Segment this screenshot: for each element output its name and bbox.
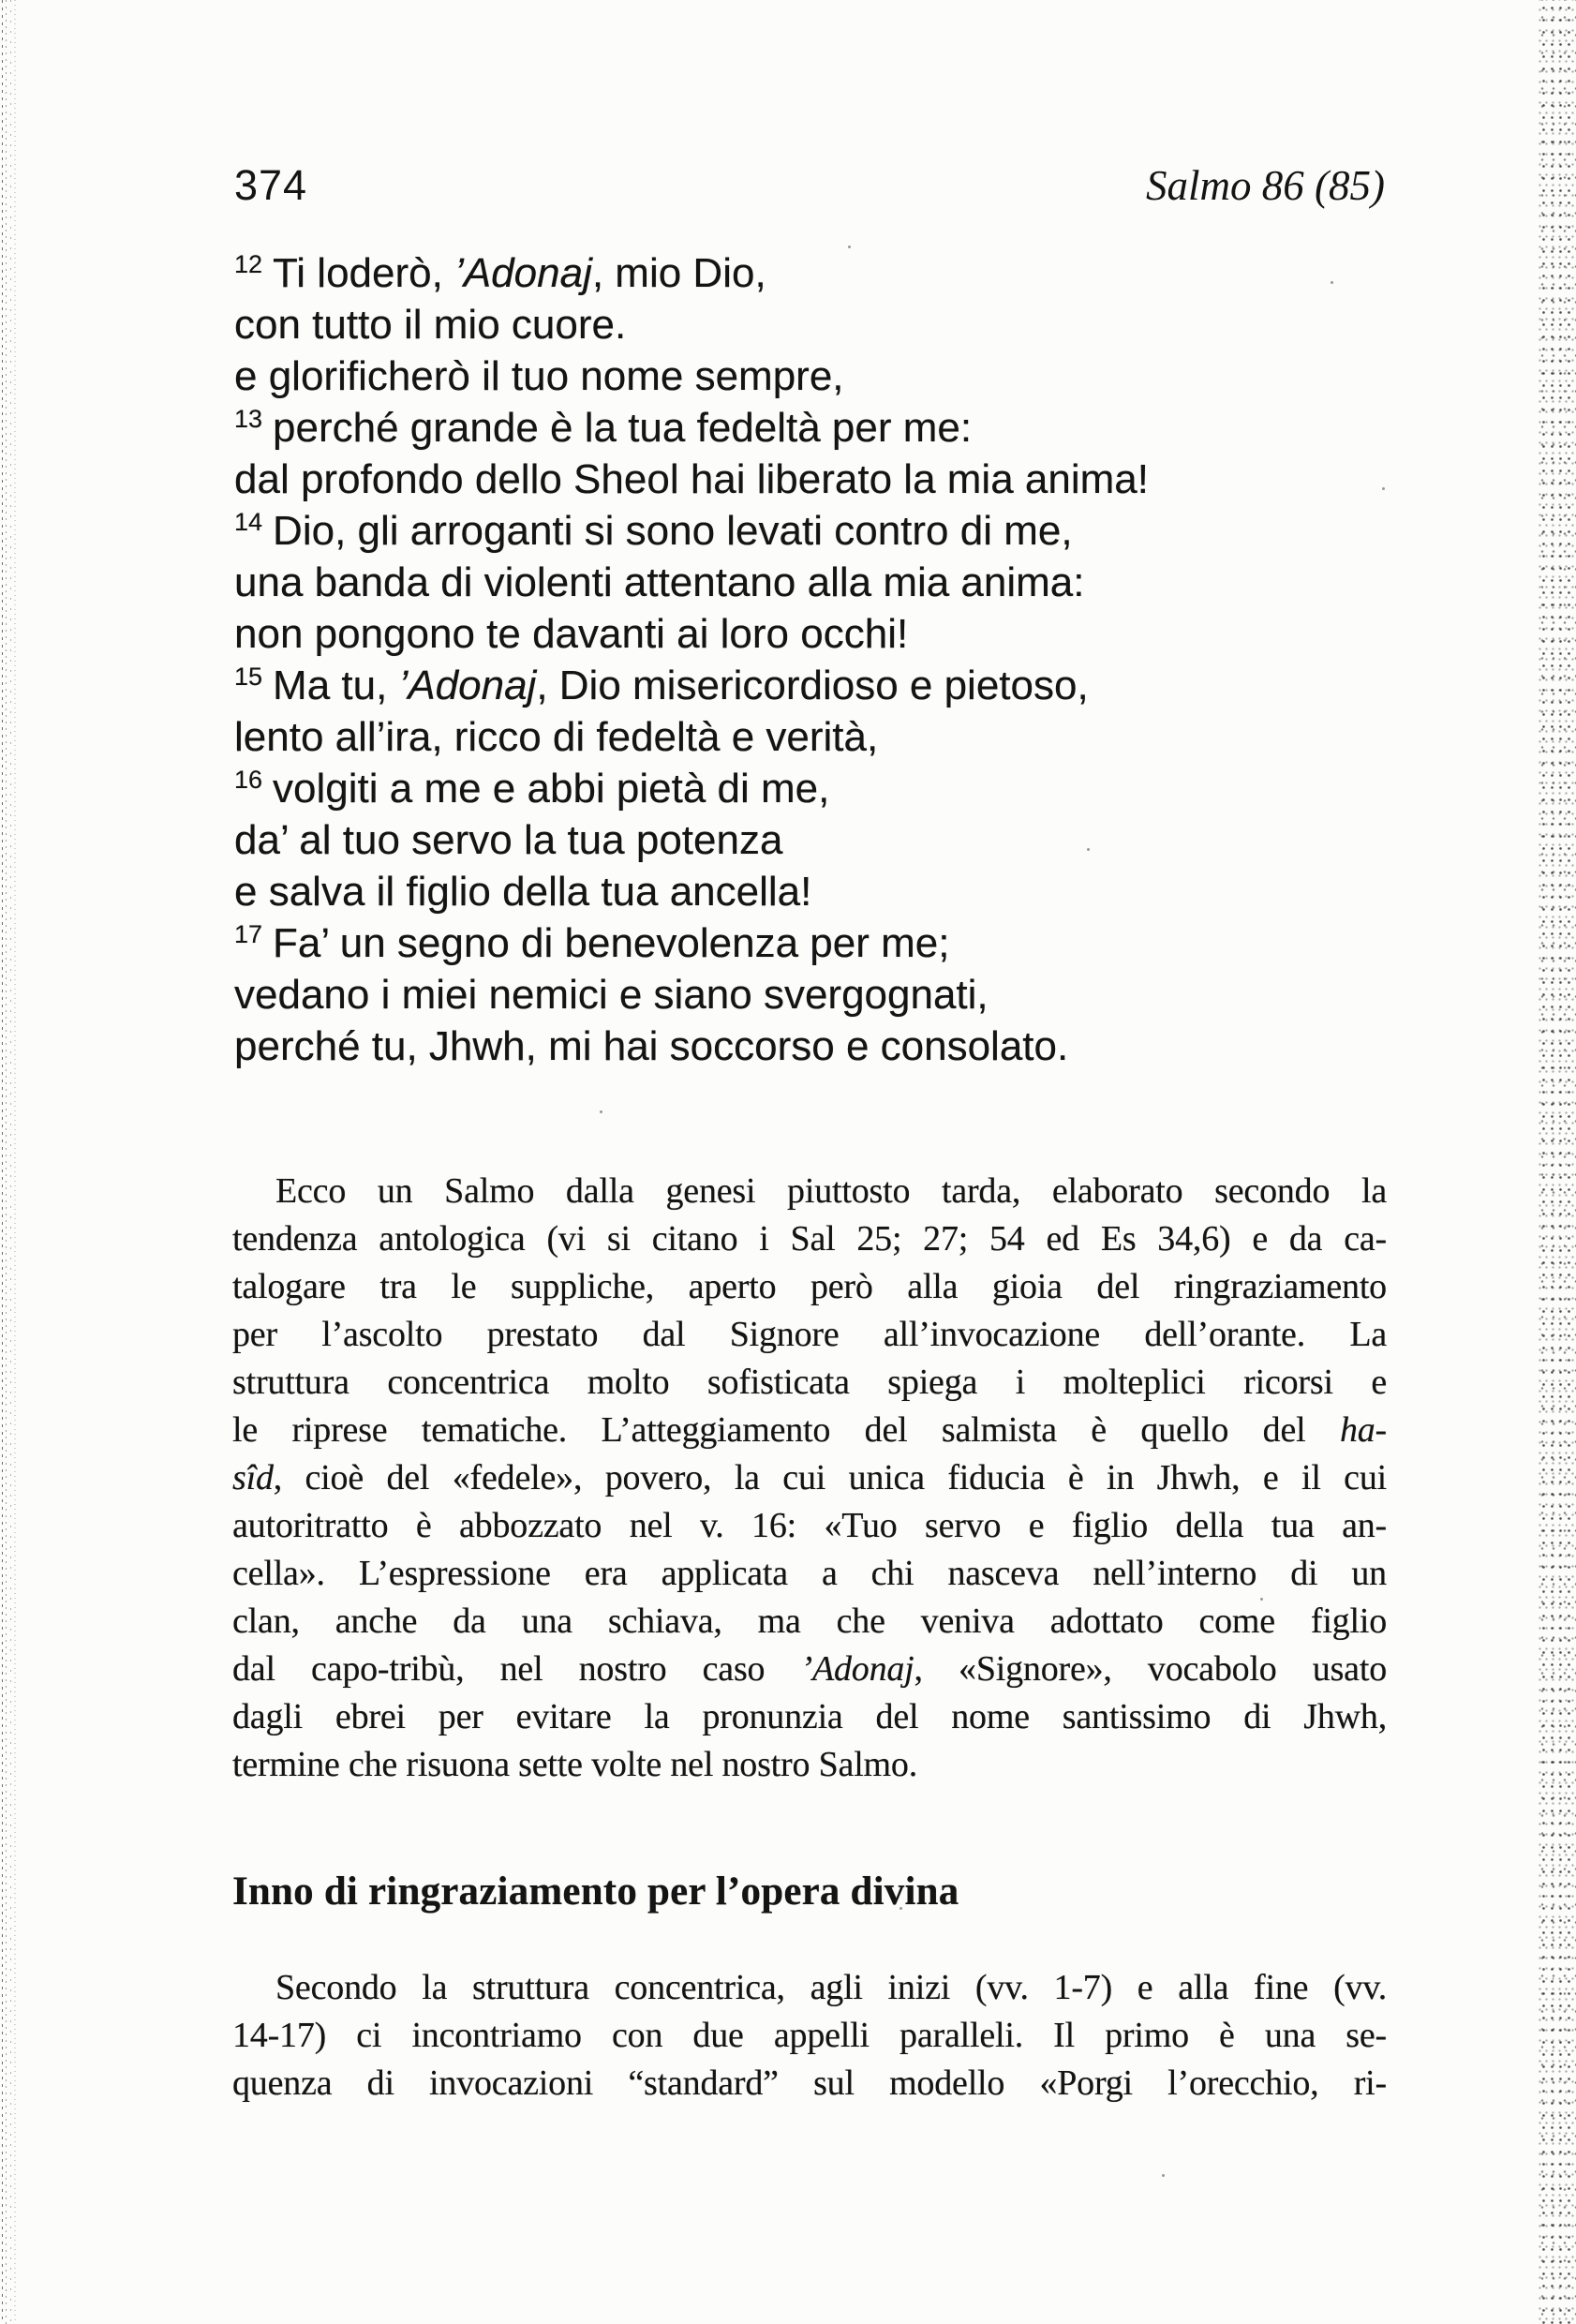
text-line	[234, 866, 1415, 917]
running-title: Salmo 86 (85)	[1146, 162, 1385, 209]
text-line	[234, 969, 1415, 1020]
text-line	[232, 1964, 1387, 2012]
text-segment: una banda di violenti attentano alla mia anima:	[234, 559, 1085, 605]
text-segment: e glorificherò il tuo nome sempre,	[234, 353, 844, 399]
text-line	[234, 608, 1415, 660]
text-line	[232, 1359, 1387, 1407]
scan-noise-left-band	[0, 0, 19, 2324]
text-segment: dal profondo dello Sheol hai liberato la mia anima!	[234, 456, 1149, 502]
text-line	[234, 557, 1415, 608]
text-line	[232, 1646, 1387, 1693]
italic-text-segment: ’Adonaj	[454, 250, 592, 296]
text-segment: non pongono te davanti ai loro occhi!	[234, 611, 909, 657]
verse-number: 16	[234, 766, 263, 794]
verse-number: 17	[234, 920, 263, 948]
text-segment: perché tu, Jhwh, mi hai soccorso e consolato.	[234, 1023, 1069, 1069]
text-segment: , mio Dio,	[591, 250, 766, 296]
text-segment: Ma tu,	[273, 663, 399, 708]
text-line	[234, 814, 1415, 866]
text-segment: vedano i miei nemici e siano svergognati,	[234, 972, 989, 1018]
text-line	[234, 660, 1415, 711]
text-line	[232, 1407, 1387, 1454]
text-segment: Ecco un Salmo dalla genesi piuttosto tarda, elaborato secondo la	[275, 1171, 1387, 1211]
text-segment: struttura concentrica molto sofisticata spiega i molteplici ricorsi e	[232, 1363, 1387, 1402]
text-segment: volgiti a me e abbi pietà di me,	[273, 766, 830, 812]
text-line	[232, 1550, 1387, 1598]
text-line	[234, 350, 1415, 402]
text-segment: da’ al tuo servo la tua potenza	[234, 817, 783, 863]
text-segment: talogare tra le suppliche, aperto però alla gioia del ringraziamento	[232, 1267, 1387, 1306]
text-line	[234, 402, 1415, 454]
verse-number: 12	[234, 250, 263, 278]
text-line	[232, 1311, 1387, 1359]
text-segment: per l’ascolto prestato dal Signore all’invocazione dell’orante. La	[232, 1315, 1387, 1354]
page-header	[234, 161, 1385, 210]
text-line	[232, 1598, 1387, 1646]
page-number: 374	[234, 161, 308, 209]
section-heading: Inno di ringraziamento per l’opera divina	[232, 1870, 959, 1914]
text-segment: , «Signore», vocabolo usato	[914, 1649, 1387, 1689]
text-line	[232, 1502, 1387, 1550]
text-segment: Secondo la struttura concentrica, agli inizi (vv. 1-7) e alla fine (vv.	[275, 1968, 1387, 2007]
verse-number: 13	[234, 405, 263, 433]
text-line	[234, 711, 1415, 763]
verse-number: 15	[234, 663, 263, 691]
text-line	[234, 763, 1415, 814]
psalm-verse-block	[234, 247, 1415, 1072]
text-segment: 14-17) ci incontriamo con due appelli paralleli. Il primo è una se-	[232, 2016, 1387, 2055]
scan-noise-right-band	[1537, 0, 1576, 2324]
verse-number: 14	[234, 508, 263, 536]
text-line	[234, 917, 1415, 969]
text-line	[232, 1215, 1387, 1263]
text-segment: tendenza antologica (vi si citano i Sal 25; 27; 54 ed Es 34,6) e da ca-	[232, 1219, 1387, 1259]
italic-text-segment: sîd	[232, 1458, 274, 1497]
text-line	[234, 454, 1415, 505]
text-line	[234, 1020, 1415, 1072]
text-segment: e salva il figlio della tua ancella!	[234, 869, 812, 915]
commentary-paragraph-2	[232, 1964, 1387, 2108]
text-line	[232, 2060, 1387, 2108]
text-line	[232, 1263, 1387, 1311]
text-segment: clan, anche da una schiava, ma che veniva adottato come figlio	[232, 1601, 1387, 1641]
text-line	[232, 2012, 1387, 2060]
scan-speck	[1162, 2174, 1165, 2177]
text-line	[232, 1454, 1387, 1502]
text-segment: Fa’ un segno di benevolenza per me;	[273, 920, 950, 966]
text-segment: con tutto il mio cuore.	[234, 302, 627, 348]
text-segment: termine che risuona sette volte nel nostro Salmo.	[232, 1745, 918, 1784]
text-line	[232, 1741, 1387, 1789]
text-segment: autoritratto è abbozzato nel v. 16: «Tuo servo e figlio della tua an-	[232, 1506, 1387, 1545]
text-segment: cella». L’espressione era applicata a chi nasceva nell’interno di un	[232, 1554, 1387, 1593]
text-line	[234, 247, 1415, 299]
text-segment: Dio, gli arroganti si sono levati contro di me,	[273, 508, 1073, 554]
text-segment: Ti loderò,	[273, 250, 455, 296]
text-segment: dal capo-tribù, nel nostro caso	[232, 1649, 801, 1689]
text-line	[232, 1168, 1387, 1215]
italic-text-segment: ’Adonaj	[800, 1649, 914, 1689]
text-line	[232, 1693, 1387, 1741]
scan-speck	[600, 1110, 602, 1113]
text-line	[234, 299, 1415, 350]
text-segment: quenza di invocazioni “standard” sul modello «Porgi l’orecchio, ri-	[232, 2063, 1387, 2103]
text-segment: dagli ebrei per evitare la pronunzia del nome santissimo di Jhwh,	[232, 1697, 1387, 1736]
text-segment: , Dio misericordioso e pietoso,	[536, 663, 1089, 708]
italic-text-segment: ’Adonaj	[398, 663, 537, 708]
commentary-paragraph-1	[232, 1168, 1387, 1789]
text-line	[234, 505, 1415, 557]
text-segment: , cioè del «fedele», povero, la cui unica fiducia è in Jhwh, e il cui	[273, 1458, 1387, 1497]
text-segment: perché grande è la tua fedeltà per me:	[273, 405, 973, 451]
italic-text-segment: ha-	[1339, 1410, 1387, 1450]
text-segment: le riprese tematiche. L’atteggiamento del salmista è quello del	[232, 1410, 1340, 1450]
text-segment: lento all’ira, ricco di fedeltà e verità,	[234, 714, 879, 760]
